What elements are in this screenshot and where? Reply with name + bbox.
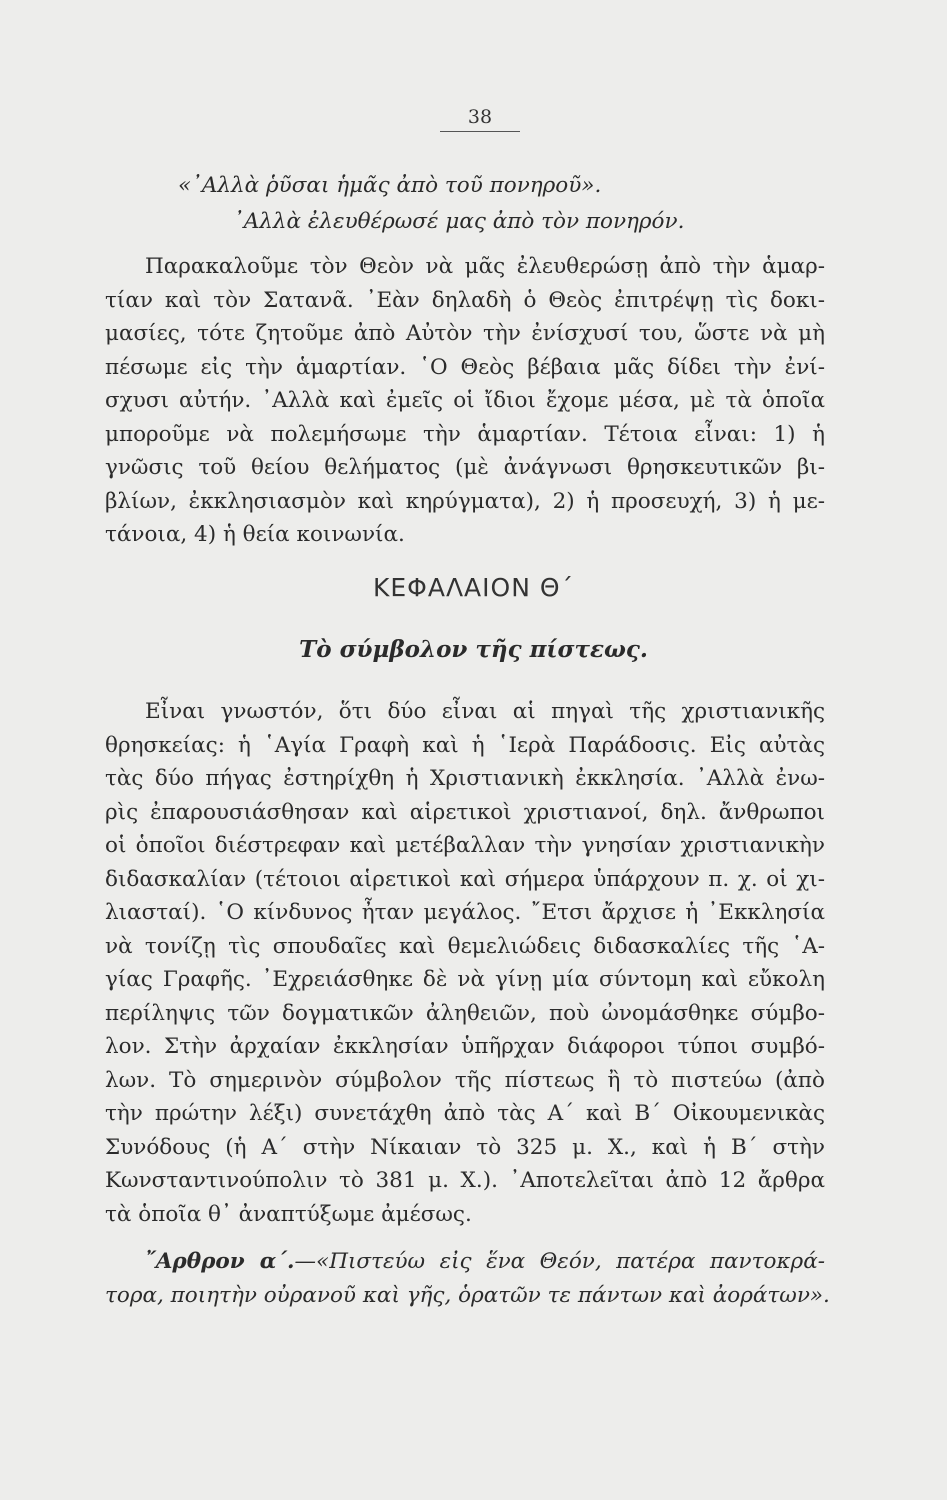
text-line: τὴν πρώτην λέξι) συνετάχθη ἀπὸ τὰς Α΄ καὶ Β΄ Οἰκουμενικὰς [105, 1101, 825, 1126]
text-line: περίληψις τῶν δογματικῶν ἀληθειῶν, ποὺ ὠνομάσθηκε σύμβο- [105, 1000, 825, 1026]
page-number: 38 [467, 106, 493, 128]
paragraph-creed-history [105, 695, 825, 1231]
quote-line-1: «᾿Αλλὰ ῥῦσαι ἡμᾶς ἀπὸ τοῦ πονηροῦ». [178, 173, 602, 198]
text-line: γίας Γραφῆς. ᾿Εχρειάσθηκε δὲ νὰ γίνῃ μία σύντομη καὶ εὔκολη [105, 967, 825, 992]
text-line: ρὶς ἐπαρουσιάσθησαν καὶ αἱρετικοὶ χριστιανοί, δηλ. ἄνθρωποι [105, 799, 825, 825]
text-line: γνῶσις τοῦ θείου θελήματος (μὲ ἀνάγνωσι θρησκευτικῶν βι- [105, 455, 825, 480]
paragraph-sin-temptation [105, 250, 825, 552]
section-title: Τὸ σύμβολον τῆς πίστεως. [299, 636, 648, 663]
text-line: λον. Στὴν ἀρχαίαν ἐκκλησίαν ὑπῆρχαν διάφοροι τύποι συμβό- [105, 1034, 825, 1059]
text-line: Εἶναι γνωστόν, ὅτι δύο εἶναι αἱ πηγαὶ τῆς χριστιανικῆς [145, 699, 825, 724]
prayer-quote [178, 168, 778, 240]
article-heading: ῎Αρθρον α΄. [145, 1249, 295, 1274]
text-line: νὰ τονίζῃ τὶς σπουδαῖες καὶ θεμελιώδεις διδασκαλίες τῆς ῾Α- [105, 933, 825, 959]
text-line: τὰς δύο πήγας ἐστηρίχθη ἡ Χριστιανικὴ ἐκκλησία. ᾿Αλλὰ ἐνω- [105, 766, 825, 791]
page-number-rule [440, 131, 520, 132]
text-line: τὰ ὁποῖα θ᾿ ἀναπτύξωμε ἀμέσως. [105, 1201, 472, 1227]
text-line: Κωνσταντινούπολιν τὸ 381 μ. Χ.). ᾿Αποτελεῖται ἀπὸ 12 ἄρθρα [105, 1168, 825, 1193]
text-line: σχυσι αὐτήν. ᾿Αλλὰ καὶ ἐμεῖς οἱ ἴδιοι ἔχομε μέσα, μὲ τὰ ὁποῖα [105, 388, 825, 413]
article-one [105, 1245, 830, 1312]
text-line: Παρακαλοῦμε τὸν Θεὸν νὰ μᾶς ἐλευθερώσῃ ἀπὸ τὴν ἁμαρ- [145, 254, 825, 279]
article-line-2: τορα, ποιητὴν οὐρανοῦ καὶ γῆς, ὁρατῶν τε πάντων καὶ ἀοράτων». [105, 1282, 830, 1308]
article-text: —«Πιστεύω εἰς ἕνα Θεόν, πατέρα παντοκρά- [294, 1249, 825, 1274]
text-line: λων. Τὸ σημερινὸν σύμβολον τῆς πίστεως ἢ τὸ πιστεύω (ἀπὸ [105, 1067, 825, 1093]
text-line: τίαν καὶ τὸν Σατανᾶ. ᾿Εὰν δηλαδὴ ὁ Θεὸς ἐπιτρέψῃ τὶς δοκι- [105, 287, 825, 313]
article-line-1 [105, 1245, 825, 1279]
chapter-title: ΚΕΦΑΛΑΙΟΝ Θ΄ [372, 573, 575, 602]
text-line: πέσωμε εἰς τὴν ἁμαρτίαν. ῾Ο Θεὸς βέβαια μᾶς δίδει τὴν ἐνί- [105, 354, 825, 380]
text-line: οἱ ὁποῖοι διέστρεφαν καὶ μετέβαλλαν τὴν γνησίαν χριστιανικὴν [105, 833, 825, 858]
text-line: μασίες, τότε ζητοῦμε ἀπὸ Αὐτὸν τὴν ἐνίσχυσί του, ὥστε νὰ μὴ [105, 321, 825, 346]
text-line: Συνόδους (ἡ Α΄ στὴν Νίκαιαν τὸ 325 μ. Χ., καὶ ἡ Β΄ στὴν [105, 1134, 825, 1160]
text-line: μποροῦμε νὰ πολεμήσωμε τὴν ἁμαρτίαν. Τέτοια εἶναι: 1) ἡ [105, 421, 825, 447]
text-line: βλίων, ἐκκλησιασμὸν καὶ κηρύγματα), 2) ἡ προσευχή, 3) ἡ με- [105, 488, 825, 514]
text-line: λιασταί). ῾Ο κίνδυνος ἦταν μεγάλος. ῎Ετσι ἄρχισε ἡ ᾿Εκκλησία [105, 900, 825, 925]
quote-line-2: ᾿Αλλὰ ἐλευθέρωσέ μας ἀπὸ τὸν πονηρόν. [233, 209, 685, 234]
text-line: διδασκαλίαν (τέτοιοι αἱρετικοὶ καὶ σήμερα ὑπάρχουν π. χ. οἱ χι- [105, 866, 825, 892]
text-line: τάνοια, 4) ἡ θεία κοινωνία. [105, 522, 405, 547]
text-line: θρησκείας: ἡ ῾Αγία Γραφὴ καὶ ἡ ῾Ιερὰ Παράδοσις. Εἰς αὐτὰς [105, 732, 825, 758]
